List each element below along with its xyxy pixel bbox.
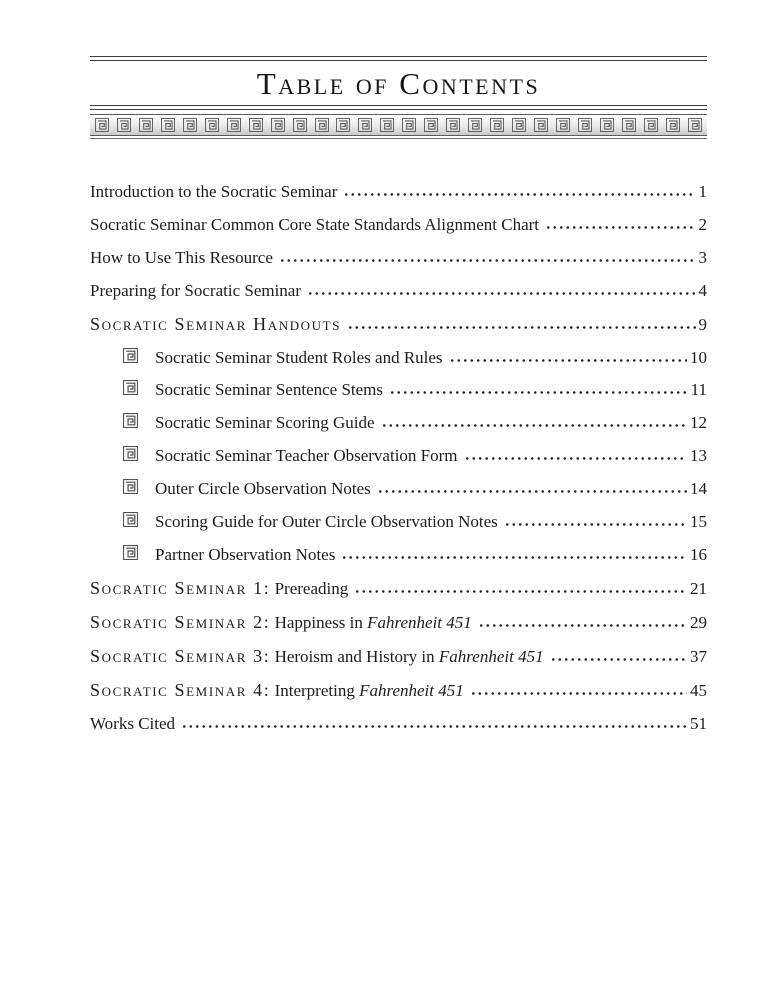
greek-key-icon bbox=[380, 118, 394, 132]
toc-leader-dots bbox=[470, 691, 687, 696]
toc-row bbox=[90, 612, 707, 633]
toc-page-number: 9 bbox=[698, 314, 707, 334]
toc-entry-smallcaps: Socratic Seminar 1: bbox=[90, 577, 271, 598]
title-rule-bottom bbox=[90, 105, 707, 110]
greek-key-bullet-icon bbox=[123, 446, 138, 461]
greek-key-icon bbox=[644, 118, 658, 132]
greek-key-icon bbox=[622, 118, 636, 132]
toc-leader-dots bbox=[307, 291, 695, 296]
toc-page-number: 45 bbox=[690, 680, 707, 700]
toc-entry-book-title: Fahrenheit 451 bbox=[359, 680, 464, 700]
toc-row bbox=[90, 182, 707, 202]
toc-leader-dots bbox=[478, 623, 687, 628]
toc-entry-label bbox=[155, 348, 443, 368]
toc-entry-text: Scoring Guide for Outer Circle Observation Notes bbox=[155, 511, 498, 531]
toc-entry-label bbox=[90, 281, 301, 301]
toc-entry-label bbox=[90, 578, 348, 599]
toc-entry-text: Socratic Seminar Student Roles and Rules bbox=[155, 347, 443, 367]
greek-key-icon bbox=[534, 118, 548, 132]
toc-entry-label bbox=[90, 248, 273, 268]
toc-entry-label bbox=[90, 314, 341, 335]
toc-entry-text: Preparing for Socratic Seminar bbox=[90, 280, 302, 300]
toc-leader-dots bbox=[545, 225, 695, 230]
toc-leader-dots bbox=[389, 390, 688, 395]
toc-row bbox=[90, 512, 707, 532]
toc-entry-label bbox=[155, 380, 383, 400]
toc-page-number: 12 bbox=[690, 413, 707, 433]
greek-key-bullet-icon bbox=[123, 512, 138, 527]
greek-key-border bbox=[90, 114, 707, 136]
greek-key-icon bbox=[271, 118, 285, 132]
toc-page-number: 10 bbox=[690, 347, 707, 367]
greek-key-icon bbox=[183, 118, 197, 132]
toc-entry-label bbox=[90, 182, 337, 202]
toc-entry-text: Socratic Seminar Common Core State Standards Alignment Chart bbox=[90, 214, 540, 234]
toc-entry-label bbox=[90, 612, 472, 633]
toc-entry-text: Happiness in bbox=[270, 612, 368, 632]
greek-key-icon bbox=[358, 118, 372, 132]
toc-entry-book-title: Fahrenheit 451 bbox=[367, 612, 472, 632]
toc-entry-text: Socratic Seminar Scoring Guide bbox=[155, 413, 375, 433]
toc-entry-smallcaps: Socratic Seminar 3: bbox=[90, 645, 271, 666]
greek-key-icon bbox=[249, 118, 263, 132]
greek-key-bullet-icon bbox=[123, 380, 138, 395]
toc-row bbox=[90, 380, 707, 400]
toc-entry-text: Partner Observation Notes bbox=[155, 544, 336, 564]
toc-entry-label bbox=[155, 545, 335, 565]
toc-page-number: 3 bbox=[698, 247, 707, 267]
toc-entry-text: Prereading bbox=[270, 578, 349, 598]
greek-key-icon bbox=[688, 118, 702, 132]
toc-leader-dots bbox=[341, 555, 687, 560]
greek-key-icon bbox=[512, 118, 526, 132]
greek-key-icon bbox=[556, 118, 570, 132]
toc-page-number: 2 bbox=[698, 214, 707, 234]
toc-row bbox=[90, 545, 707, 565]
toc-row bbox=[90, 413, 707, 433]
greek-key-bullet-icon bbox=[123, 413, 138, 428]
greek-key-icon bbox=[468, 118, 482, 132]
greek-key-icon bbox=[336, 118, 350, 132]
toc-page-number: 21 bbox=[690, 578, 707, 598]
toc-page-number: 15 bbox=[690, 511, 707, 531]
greek-key-icon bbox=[402, 118, 416, 132]
greek-key-icon bbox=[95, 118, 109, 132]
toc-row bbox=[90, 314, 707, 335]
greek-key-icon bbox=[424, 118, 438, 132]
toc-row bbox=[90, 479, 707, 499]
toc-entry-book-title: Fahrenheit 451 bbox=[438, 646, 544, 666]
toc-row bbox=[90, 578, 707, 599]
toc-entry-text: How to Use This Resource bbox=[90, 247, 273, 267]
toc-entry-label bbox=[155, 479, 371, 499]
toc-entry-label bbox=[155, 446, 458, 466]
toc-row bbox=[90, 680, 707, 701]
toc-page-number: 14 bbox=[690, 479, 707, 499]
toc-leader-dots bbox=[381, 423, 687, 428]
toc-entry-text: Heroism and History in bbox=[270, 646, 439, 666]
toc-entry-label bbox=[155, 512, 498, 532]
greek-key-icon bbox=[139, 118, 153, 132]
greek-key-icon bbox=[490, 118, 504, 132]
toc-entry-text: Socratic Seminar Teacher Observation Form bbox=[155, 446, 458, 466]
title-rule-top bbox=[90, 56, 707, 61]
toc-entry-text: Socratic Seminar Sentence Stems bbox=[155, 380, 384, 400]
toc-entry-label bbox=[90, 646, 544, 667]
toc-entry-label bbox=[155, 413, 375, 433]
toc-list bbox=[90, 182, 707, 734]
greek-key-bullet-icon bbox=[123, 545, 138, 560]
toc-leader-dots bbox=[181, 724, 687, 729]
toc-page-number: 29 bbox=[690, 612, 707, 632]
toc-page-number: 1 bbox=[698, 182, 707, 201]
greek-key-icon bbox=[666, 118, 680, 132]
greek-key-icon bbox=[446, 118, 460, 132]
toc-leader-dots bbox=[449, 358, 687, 363]
page-title: Table of Contents bbox=[256, 66, 541, 101]
toc-leader-dots bbox=[504, 522, 687, 527]
toc-entry-text: Introduction to the Socratic Seminar bbox=[90, 182, 338, 201]
toc-row bbox=[90, 348, 707, 368]
toc-page-number: 51 bbox=[690, 713, 707, 733]
greek-key-bullet-icon bbox=[123, 348, 138, 363]
toc-leader-dots bbox=[377, 489, 687, 494]
toc-entry-label bbox=[90, 680, 464, 701]
greek-key-bullet-icon bbox=[123, 479, 138, 494]
toc-leader-dots bbox=[550, 657, 687, 662]
toc-header bbox=[90, 56, 707, 136]
toc-leader-dots bbox=[464, 456, 687, 461]
toc-row bbox=[90, 215, 707, 235]
toc-row bbox=[90, 281, 707, 301]
toc-page-number: 37 bbox=[690, 646, 707, 666]
toc-page-number: 4 bbox=[698, 280, 707, 300]
toc-entry-smallcaps: Socratic Seminar Handouts bbox=[90, 313, 342, 334]
toc-row bbox=[90, 446, 707, 466]
greek-key-icon bbox=[578, 118, 592, 132]
toc-entry-text: Interpreting bbox=[270, 680, 360, 700]
toc-row bbox=[90, 646, 707, 667]
greek-key-icon bbox=[293, 118, 307, 132]
toc-leader-dots bbox=[343, 192, 695, 197]
toc-entry-smallcaps: Socratic Seminar 2: bbox=[90, 611, 271, 632]
greek-key-icon bbox=[161, 118, 175, 132]
toc-leader-dots bbox=[279, 258, 696, 263]
toc-row bbox=[90, 714, 707, 734]
greek-key-icon bbox=[600, 118, 614, 132]
toc-leader-dots bbox=[354, 589, 687, 594]
greek-key-icon bbox=[205, 118, 219, 132]
toc-leader-dots bbox=[347, 325, 695, 330]
greek-key-icon bbox=[227, 118, 241, 132]
greek-key-icon bbox=[117, 118, 131, 132]
toc-entry-label bbox=[90, 215, 539, 235]
toc-entry-label bbox=[90, 714, 175, 734]
toc-entry-text: Outer Circle Observation Notes bbox=[155, 479, 371, 499]
greek-key-icon bbox=[315, 118, 329, 132]
toc-page-number: 16 bbox=[690, 544, 707, 564]
toc-row bbox=[90, 248, 707, 268]
toc-page-number: 13 bbox=[690, 446, 707, 466]
toc-entry-text: Works Cited bbox=[90, 713, 176, 733]
toc-page-number: 11 bbox=[690, 380, 707, 400]
toc-entry-smallcaps: Socratic Seminar 4: bbox=[90, 679, 271, 700]
